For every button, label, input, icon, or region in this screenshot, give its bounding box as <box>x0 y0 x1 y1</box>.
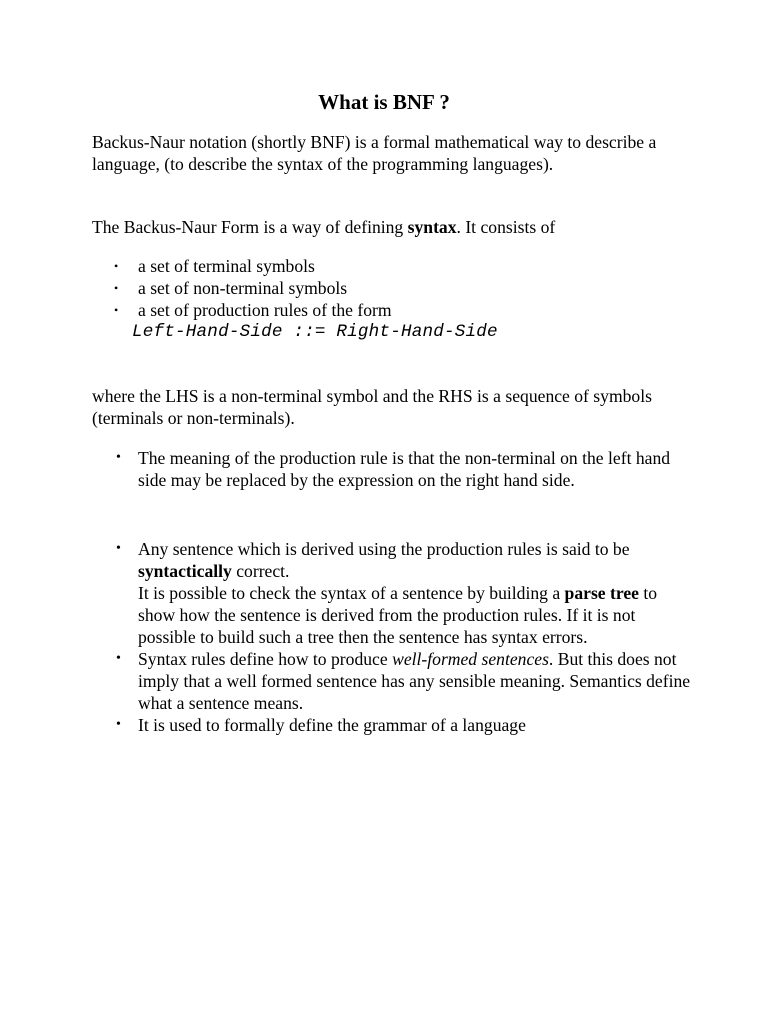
syntax-text-before: Any sentence which is derived using the production rules is said to be <box>138 539 630 559</box>
form-text-bold: syntax <box>407 217 457 237</box>
list-item <box>92 648 692 714</box>
list-item-text: a set of non-terminal symbols <box>138 278 348 298</box>
form-text-after: . It consists of <box>456 217 556 237</box>
properties-list <box>92 538 692 736</box>
bullet-icon: • <box>116 450 121 465</box>
list-item <box>92 714 692 736</box>
page-title: What is BNF ? <box>318 90 450 114</box>
bullet-icon: • <box>114 281 119 295</box>
list-item-text: a set of terminal symbols <box>138 256 315 276</box>
components-list <box>92 255 692 343</box>
syntax-text-after: correct. <box>231 561 290 581</box>
list-item <box>92 255 692 277</box>
rules-text-before: Syntax rules define how to produce <box>138 649 393 669</box>
bullet-icon: • <box>116 651 121 666</box>
bullet-icon: • <box>114 303 119 317</box>
meaning-list <box>92 447 692 491</box>
list-item <box>92 299 692 343</box>
parse-text-before: It is possible to check the syntax of a sentence by building a <box>138 583 565 603</box>
list-item-text: The meaning of the production rule is that the non-terminal on the left hand side may be replaced by the expression on the right hand side. <box>138 448 671 490</box>
parse-text-bold: parse tree <box>564 583 639 603</box>
grammar-rule: Left-Hand-Side ::= Right-Hand-Side <box>132 322 498 342</box>
list-item <box>92 538 692 648</box>
rules-text-italic: well-formed sentences <box>392 649 549 669</box>
list-item <box>92 277 692 299</box>
intro-paragraph: Backus-Naur notation (shortly BNF) is a formal mathematical way to describe a language, (to describe the syntax of the programming languages). <box>92 132 657 174</box>
bullet-icon: • <box>116 717 121 732</box>
list-item <box>92 447 692 491</box>
form-text-before: The Backus-Naur Form is a way of defining <box>92 217 408 237</box>
list-item-text: It is used to formally define the grammar of a language <box>138 715 526 735</box>
bullet-icon: • <box>116 541 121 556</box>
syntax-text-bold: syntactically <box>138 561 232 581</box>
bullet-icon: • <box>114 259 119 273</box>
form-paragraph <box>92 216 692 238</box>
rules-text-after: . But this does not imply that a well formed sentence has any sensible meaning. Semantics define what a sentence means. <box>138 649 691 713</box>
parse-text-after: to show how the sentence is derived from the production rules. If it is not possible to build such a tree then the sentence has syntax errors. <box>138 583 658 647</box>
list-item-text: a set of production rules of the form <box>138 300 392 320</box>
lhs-rhs-paragraph: where the LHS is a non-terminal symbol and the RHS is a sequence of symbols (terminals or non-terminals). <box>92 386 652 428</box>
